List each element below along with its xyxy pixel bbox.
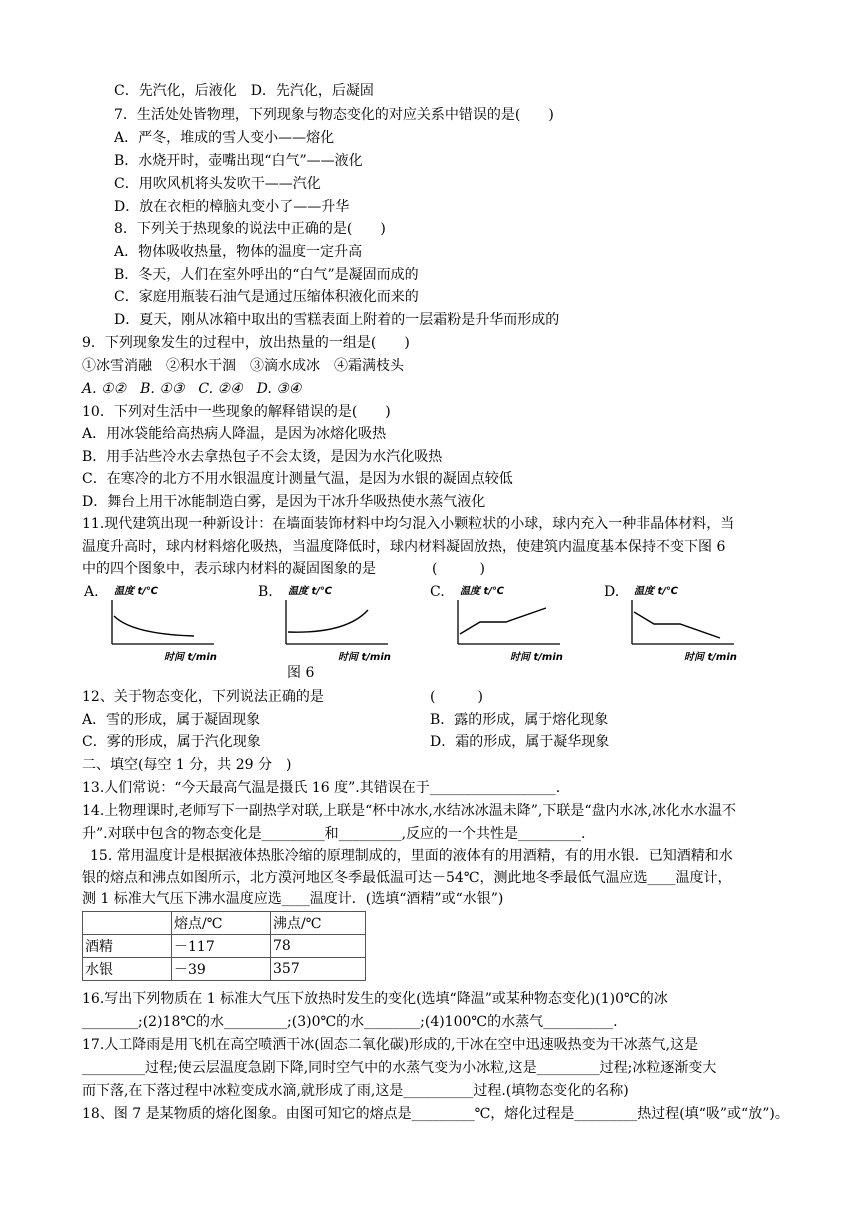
table-header-cell: 熔点/℃ [172,912,271,935]
q17-line-3: 而下落,在下落过程中冰粒变成水滴,就形成了雨,这是__________过程.(填物态变化的名称) [82,1083,629,1099]
q18: 18、图 7 是某物质的熔化图象。由图可知它的熔点是_________℃，熔化过程是_________热过程(填“吸”或“放”)。 [82,1106,789,1122]
table-cell: 78 [271,935,366,958]
y-axis-label: 温度 t/℃ [288,586,333,597]
table-cell: 357 [271,958,366,981]
q12-answer-paren: ( ) [430,689,483,705]
table-header-row [83,912,366,935]
table-header-cell [83,912,172,935]
y-axis-label: 温度 t/℃ [114,586,159,597]
graph-option-label: C. [430,584,445,600]
q11-line-2: 温度升高时，球内材料熔化吸热，当温度降低时，球内材料凝固放热，使建筑内温度基本保持不变下图 6 [82,539,726,555]
q7-option-c: C．用吹风机将头发吹干——汽化 [114,176,321,192]
graph-curve [460,608,546,634]
q6-options-cd: C．先汽化，后液化 D．先汽化，后凝固 [114,83,374,99]
q8-stem: 8．下列关于热现象的说法中正确的是( ) [114,221,386,237]
q9-items: ①冰雪消融 ②积水干涸 ③滴水成冰 ④霜满枝头 [82,358,404,374]
table-header-cell: 沸点/℃ [271,912,366,935]
q12-option-c: C．雾的形成，属于汽化现象 [82,734,261,750]
graph-svg [84,582,254,664]
x-axis-label: 时间 t/min [164,652,217,663]
q12-option-d: D．霜的形成，属于凝华现象 [430,734,610,750]
q10-option-d: D．舞台上用干冰能制造白雾，是因为干冰升华吸热使水蒸气液化 [82,494,486,510]
q15-line-1: 15. 常用温度计是根据液体热胀冷缩的原理制成的，里面的液体有的用酒精，有的用水银．已知酒精和水 [90,848,733,864]
table-cell: 酒精 [83,935,172,958]
q8-option-d: D．夏天，刚从冰箱中取出的雪糕表面上附着的一层霜粉是升华而形成的 [114,312,560,328]
q14-line-1: 14.上物理课时,老师写下一副热学对联,上联是“杯中冰水,水结冰冰温未降”,下联是“盘内水冰,冰化水水温不 [82,803,736,819]
q9-stem: 9．下列现象发生的过程中，放出热量的一组是( ) [82,335,410,351]
graph-curve [288,610,368,632]
q17-line-2: _________过程;使云层温度急剧下降,同时空气中的水蒸气变为小冰粒,这是_________过程;冰粒逐渐变大 [82,1060,717,1076]
q13: 13.人们常说：“今天最高气温是摄氏 16 度”.其错误在于__________________. [82,780,561,796]
x-axis-label: 时间 t/min [510,652,563,663]
table-cell: －39 [172,958,271,981]
q12-option-a: A．雪的形成，属于凝固现象 [82,712,261,728]
q14-line-2: 升”.对联中包含的物态变化是_________和_________,反应的一个共性是_________. [82,826,586,842]
table-cell: －117 [172,935,271,958]
table-row [83,958,366,981]
q15-line-2: 银的熔点和沸点如图所示，北方漠河地区冬季最低温可达－54℃，测此地冬季最低气温应选____温度计， [82,870,732,886]
q11-line-1: 11.现代建筑出现一种新设计：在墙面装饰材料中均匀混入小颗粒状的小球，球内充入一种非晶体材料，当 [82,516,735,532]
q10-option-c: C．在寒冷的北方不用水银温度计测量气温，是因为水银的凝固点较低 [82,471,513,487]
q7-option-a: A．严冬，堆成的雪人变小——熔化 [114,130,335,146]
q9-options: A. ①② B. ①③ C. ②④ D. ③④ [82,381,302,397]
q17-line-1: 17.人工降雨是用飞机在高空喷洒干冰(固态二氧化碳)形成的,干冰在空中迅速吸热变为干冰蒸气,这是 [82,1037,699,1053]
table-cell: 水银 [83,958,172,981]
q10-stem: 10．下列对生活中一些现象的解释错误的是( ) [82,404,391,420]
q7-stem: 7．生活处处皆物理，下列现象与物态变化的对应关系中错误的是( ) [114,107,554,123]
y-axis-label: 温度 t/℃ [634,586,679,597]
q8-option-a: A．物体吸收热量，物体的温度一定升高 [114,244,363,260]
figure-6-caption: 图 6 [287,665,315,681]
q7-option-d: D．放在衣柜的樟脑丸变小了——升华 [114,199,350,215]
y-axis-label: 温度 t/℃ [460,586,505,597]
x-axis-label: 时间 t/min [338,652,391,663]
graph-svg [604,582,774,664]
q8-option-c: C．家庭用瓶装石油气是通过压缩体积液化而来的 [114,289,419,305]
q7-option-b: B．水烧开时，壶嘴出现“白气”——液化 [114,153,363,169]
q10-option-b: B．用手沾些冷水去拿热包子不会太烫，是因为水汽化吸热 [82,449,443,465]
graph-option-label: A. [84,584,99,600]
table-row [83,935,366,958]
q11-line-3: 中的四个图象中，表示球内材料的凝固图象的是 ( ) [82,561,485,577]
x-axis-label: 时间 t/min [684,652,737,663]
q10-option-a: A．用冰袋能给高热病人降温，是因为冰熔化吸热 [82,426,387,442]
q12-option-b: B．露的形成，属于熔化现象 [430,712,609,728]
section-2-heading: 二、填空(每空 1 分，共 29 分 ) [82,757,292,773]
graph-curve [634,612,720,638]
graph-option-label: D. [604,584,620,600]
q12-stem: 12、关于物态变化，下列说法正确的是 [82,689,324,705]
q15-line-3: 测 1 标准大气压下沸水温度应选____温度计．(选填“酒精”或“水银”) [82,891,504,907]
melting-boiling-table [82,911,366,981]
q16-line-1: 16.写出下列物质在 1 标准大气压下放热时发生的变化(选填“降温”或某种物态变化)(1)0℃的冰 [82,991,668,1007]
graph-svg [430,582,600,664]
graph-curve [114,616,194,636]
q8-option-b: B．冬天，人们在室外呼出的“白气”是凝固而成的 [114,267,419,283]
graph-svg [258,582,428,664]
graph-option-label: B. [258,584,273,600]
q16-line-2: ________;(2)18℃的水_________;(3)0℃的水________;(4)100℃的水蒸气__________. [82,1014,618,1030]
